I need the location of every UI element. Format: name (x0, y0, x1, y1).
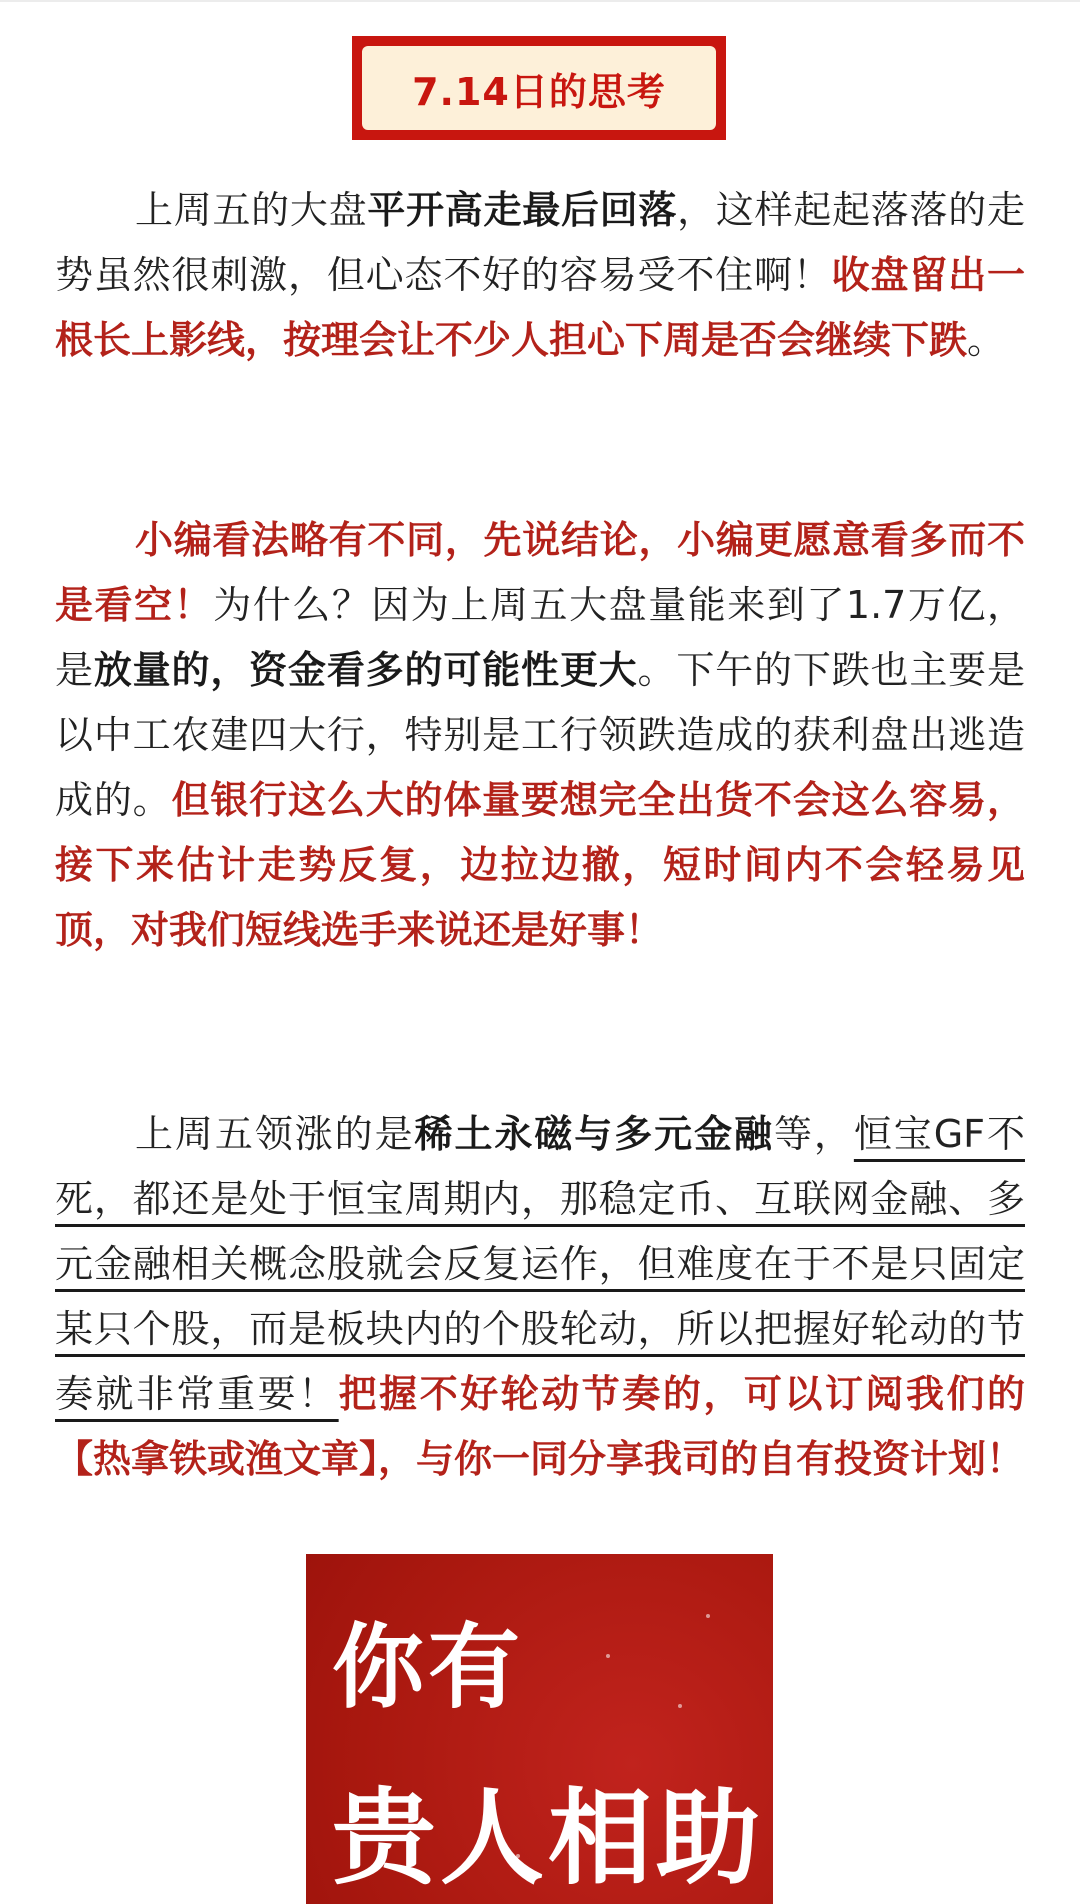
p2-text-2: 。下午的下跌也主要是以中工农建四大行，特别是工行领跌造成的获利盘出逃造成的。 (55, 648, 1025, 822)
banner-line-1: 你有 (332, 1614, 525, 1721)
p1-text-3: 。 (967, 318, 1006, 362)
p3-bold-1: 稀土永磁与多元金融 (414, 1112, 774, 1156)
p1-text-2: ，这样起起落落的走势虽然很刺激，但心态不好的容易受不住啊！ (55, 188, 1025, 297)
section-title: 7.14日的思考 (362, 46, 716, 130)
p3-underlined-1: 恒宝GF不死，都还是处于恒宝周期内，那稳定币、互联网金融、多元金融相关概念股就会反复运作，但难度在于不是只固定某只个股，而是板块内的个股轮动，所以把握好轮动的节奏就非常重要！ (55, 1112, 1025, 1416)
p1-text-1: 上周五的大盘 (135, 188, 368, 232)
paragraph-editor-view (55, 508, 1025, 963)
sparkle-decoration (678, 1704, 682, 1708)
paragraph-market-review (55, 178, 1025, 373)
sparkle-decoration (606, 1654, 610, 1658)
p2-text-1: 为什么？因为上周五大盘量能来到了1.7万亿，是 (55, 583, 1025, 692)
promo-banner-image (306, 1554, 773, 1904)
section-title-badge (352, 36, 726, 140)
p3-red-1: 把握不好轮动节奏的，可以订阅我们的【热拿铁或渔文章】，与你一同分享我司的自有投资计划！ (55, 1372, 1025, 1481)
banner-line-2: 贵人相助 (332, 1777, 765, 1899)
p2-red-2: 但银行这么大的体量要想完全出货不会这么容易，接下来估计走势反复，边拉边撤，短时间内不会轻易见顶，对我们短线选手来说还是好事！ (55, 778, 1025, 952)
sparkle-decoration (706, 1614, 710, 1618)
p1-bold-1: 平开高走最后回落 (367, 188, 678, 232)
paragraph-sector-rotation (55, 1102, 1025, 1492)
top-divider (0, 0, 1080, 2)
p2-red-1: 小编看法略有不同，先说结论，小编更愿意看多而不是看空！ (55, 518, 1025, 627)
p1-red-1: 收盘留出一根长上影线，按理会让不少人担心下周是否会继续下跌 (55, 253, 1025, 362)
p3-text-2: 等， (773, 1112, 854, 1156)
p3-text-1: 上周五领涨的是 (135, 1112, 415, 1156)
p2-bold-1: 放量的，资金看多的可能性更大 (93, 648, 638, 692)
